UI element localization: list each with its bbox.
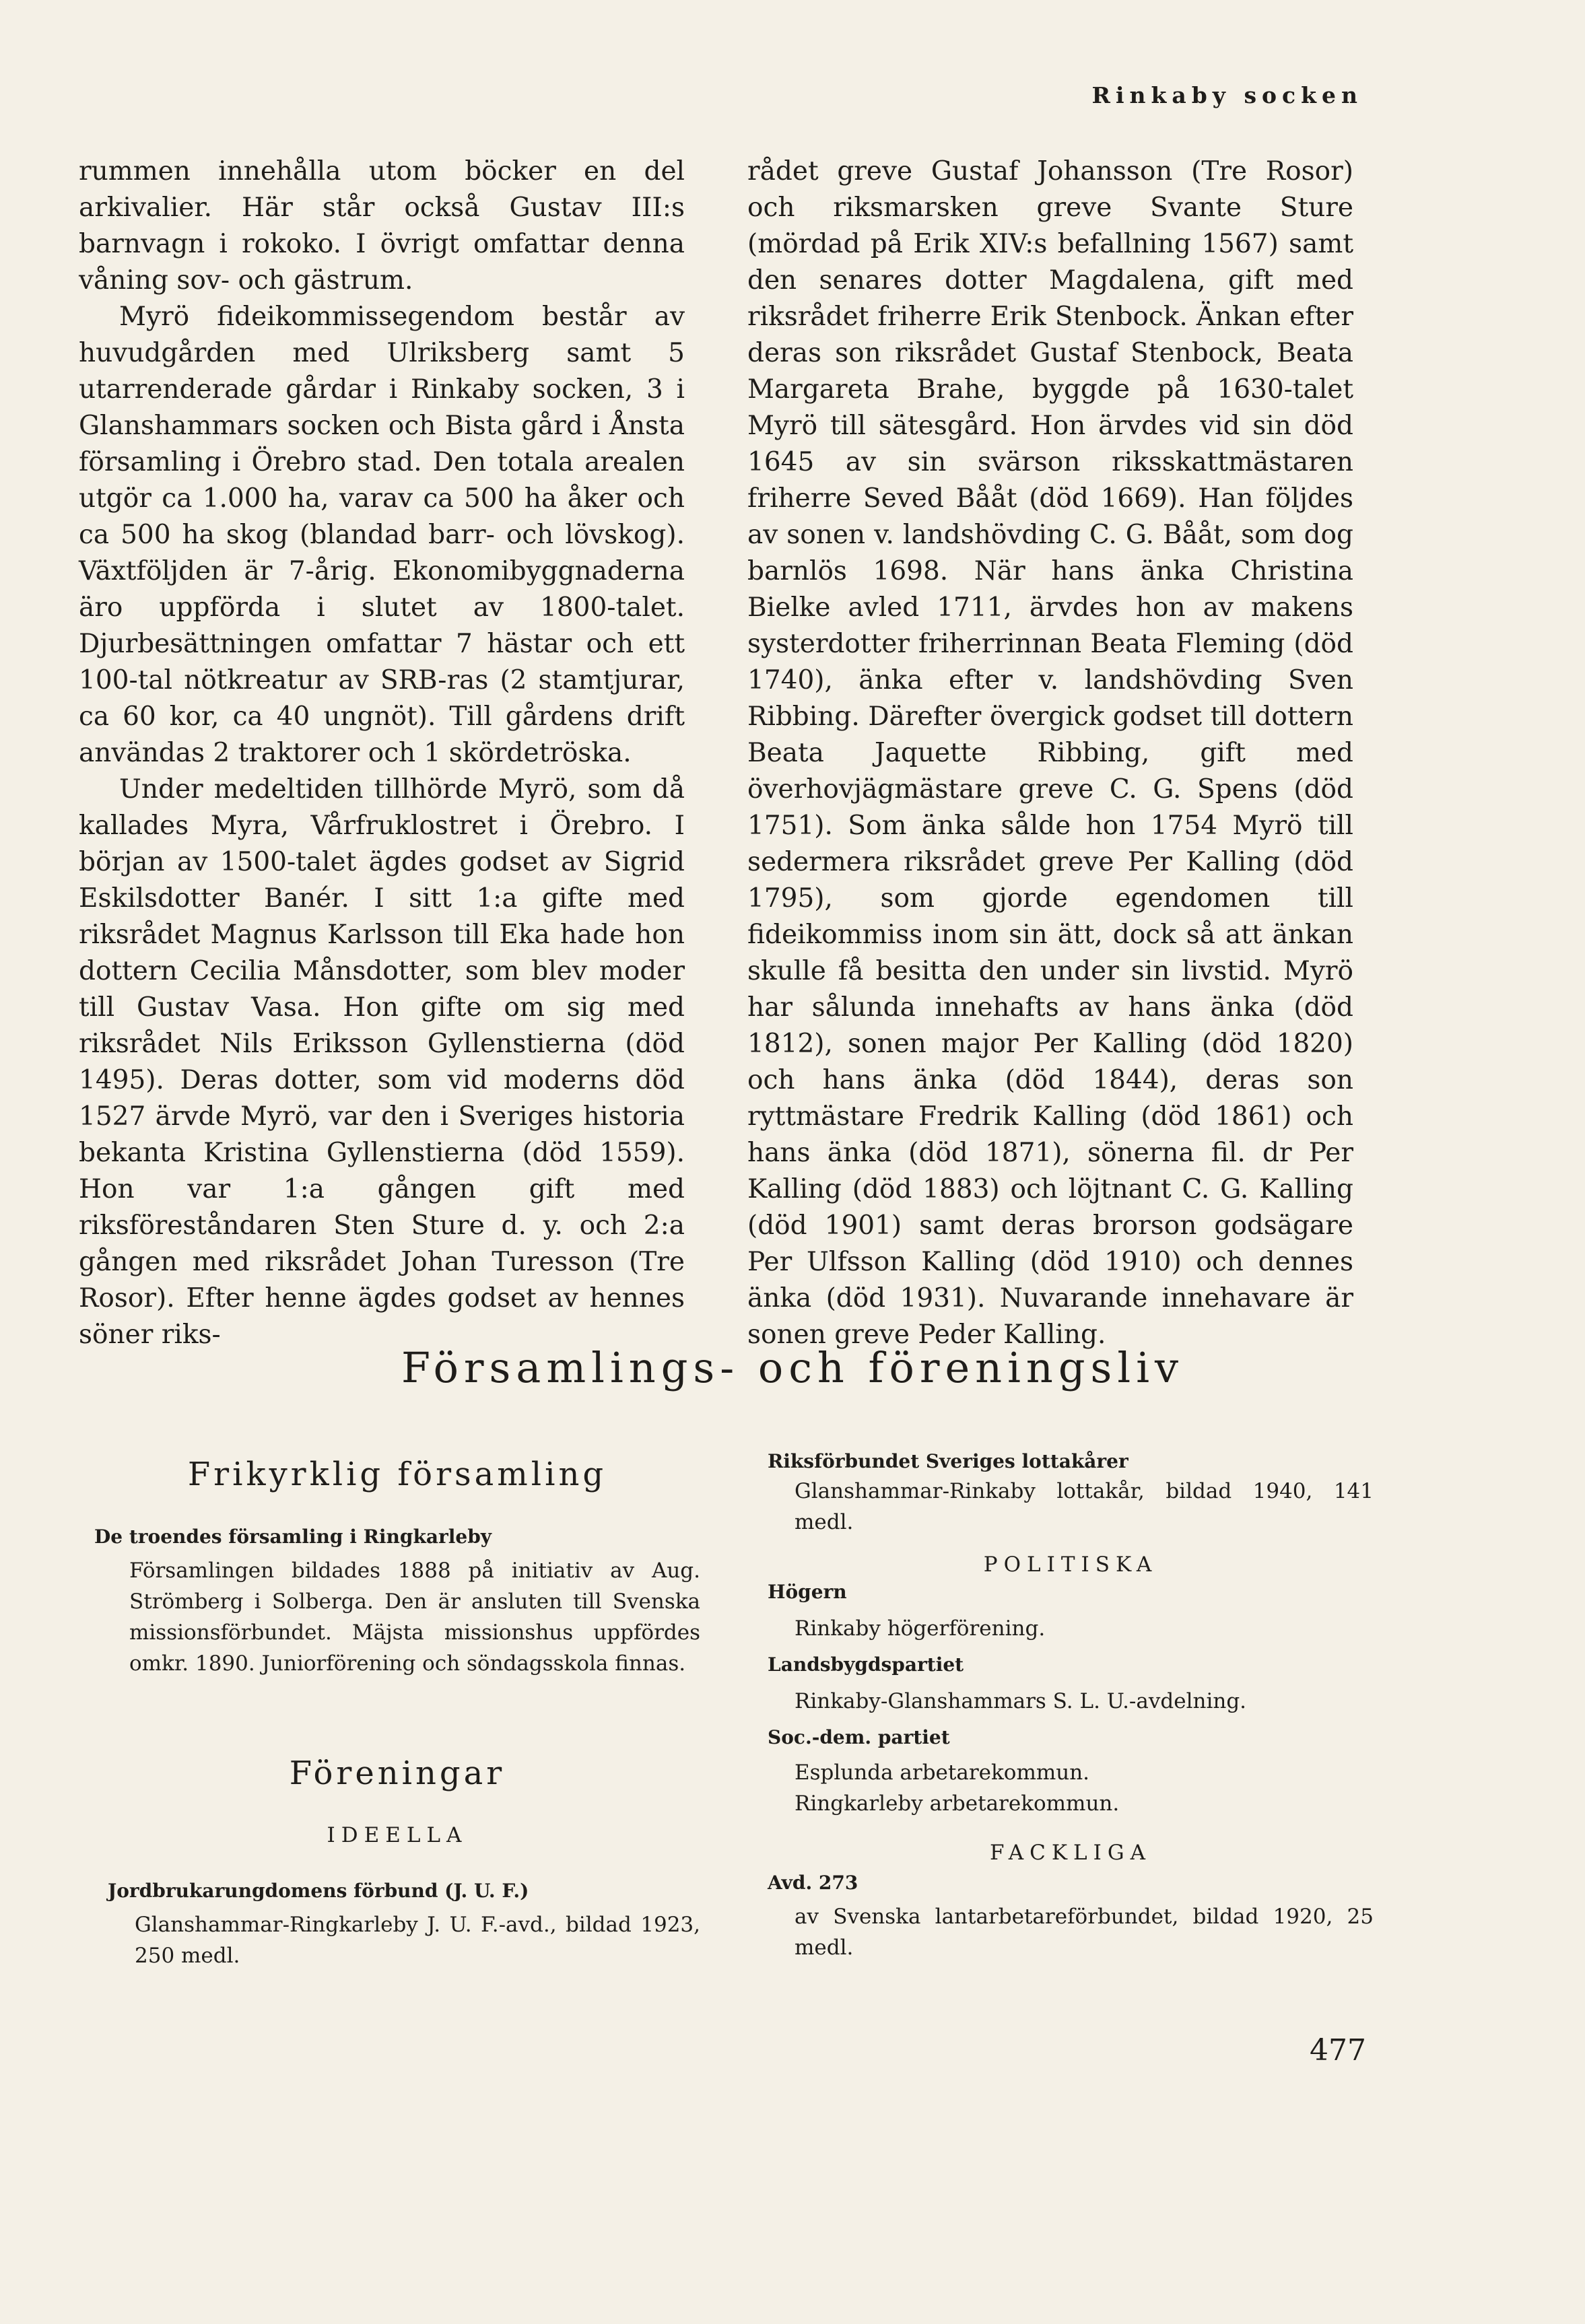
org-heading: De troendes församling i Ringkarleby (94, 1526, 492, 1548)
section-title: Församlings- och föreningsliv (401, 1343, 1184, 1392)
org-text: Ringkarleby arbetarekommun. (795, 1791, 1120, 1816)
foreningar-title: Föreningar (289, 1754, 506, 1792)
left-column (79, 153, 685, 1353)
category-label: IDEELLA (327, 1823, 468, 1847)
org-text: av Svenska lantarbetareförbundet, bildad 1920, 25 medl. (795, 1905, 1374, 1960)
paragraph: Myrö fideikommissegendom består av huvudgården med Ulriksberg samt 5 utarrenderade gårdar i Rinkaby socken, 3 i Glanshammars socken och Bista gård i Ånsta församling i Örebro stad. Den totala arealen utgör ca 1.000 ha, varav ca 500 ha åker och ca 500 ha skog (blandad barr- och lövskog). Växtföljden är 7-årig. Ekonomibyggnaderna äro uppförda i slutet av 1800-talet. Djurbesättningen omfattar 7 hästar och ett 100-tal nötkreatur av SRB-ras (2 stamtjurar, ca 60 kor, ca 40 ungnöt). Till gårdens drift användas 2 traktorer och 1 skördetröska. (79, 302, 685, 768)
page-number: 477 (1310, 2033, 1366, 2067)
lower-right-column (768, 1447, 1374, 1963)
org-heading: Riksförbundet Sveriges lottakårer (768, 1450, 1128, 1472)
right-column (747, 153, 1353, 1353)
category-label: FACKLIGA (989, 1841, 1152, 1865)
running-head: Rinkaby socken (1091, 82, 1363, 108)
paragraph: Under medeltiden tillhörde Myrö, som då kallades Myra, Vårfruklostret i Örebro. I början av 1500-talet ägdes godset av Sigrid Eskilsdotter Banér. I sitt 1:a gifte med riksrådet Magnus Karlsson till Eka hade hon dottern Cecilia Månsdotter, som blev moder till Gustav Vasa. Hon gifte om sig med riksrådet Nils Eriksson Gyllenstierna (död 1495). Deras dotter, som vid moderns död 1527 ärvde Myrö, var den i Sveriges historia bekanta Kristina Gyllenstierna (död 1559). Hon var 1:a gången gift med riksföreståndaren Sten Sture d. y. och 2:a gången med riksrådet Johan Turesson (Tre Rosor). Efter henne ägdes godset av hennes söner riks- (79, 774, 685, 1350)
org-text: Rinkaby högerförening. (795, 1616, 1046, 1641)
lower-left-column (94, 1447, 700, 1971)
paragraph: rådet greve Gustaf Johansson (Tre Rosor) och riksmarsken greve Svante Sture (mördad på Erik XIV:s befallning 1567) samt den senares dotter Magdalena, gift med riksrådet friherre Erik Stenbock. Änkan efter deras son riksrådet Gustaf Stenbock, Beata Margareta Brahe, byggde på 1630-talet Myrö till sätesgård. Hon ärvdes vid sin död 1645 av sin svärson riksskattmästaren friherre Seved Bååt (död 1669). Han följdes av sonen v. landshövding C. G. Bååt, som dog barnlös 1698. När hans änka Christina Bielke avled 1711, ärvdes hon av makens systerdotter friherrinnan Beata Fleming (död 1740), änka efter v. landshövding Sven Ribbing. Därefter övergick godset till dottern Beata Jaquette Ribbing, gift med överhovjägmästare greve C. G. Spens (död 1751). Som änka sålde hon 1754 Myrö till sedermera riksrådet greve Per Kalling (död 1795), som gjorde egendomen till fideikommiss inom sin ätt, dock så att änkan skulle få besitta den under sin livstid. Myrö har sålunda innehafts av hans änka (död 1812), sonen major Per Kalling (död 1820) och hans änka (död 1844), deras son ryttmästare Fredrik Kalling (död 1861) och hans änka (död 1871), sönerna fil. dr Per Kalling (död 1883) och löjtnant C. G. Kalling (död 1901) samt deras brorson godsägare Per Ulfsson Kalling (död 1910) och dennes änka (död 1931). Nuvarande innehavare är sonen greve Peder Kalling. (747, 156, 1353, 1350)
org-heading: Avd. 273 (768, 1872, 858, 1894)
org-text: Församlingen bildades 1888 på initiativ av Aug. Strömberg i Solberga. Den är ansluten till Svenska missionsförbundet. Mäjsta missionshus uppfördes omkr. 1890. Juniorförening och söndagsskola finnas. (129, 1559, 700, 1676)
org-heading: Högern (768, 1581, 847, 1603)
org-text: Rinkaby-Glanshammars S. L. U.-avdelning. (795, 1689, 1247, 1713)
org-heading: Landsbygdspartiet (768, 1653, 964, 1676)
org-text: Esplunda arbetarekommun. (795, 1761, 1090, 1785)
org-text: Glanshammar-Ringkarleby J. U. F.-avd., bildad 1923, 250 medl. (135, 1913, 700, 1968)
frikyrklig-title: Frikyrklig församling (187, 1456, 607, 1493)
org-heading: Jordbrukarungdomens förbund (J. U. F.) (108, 1880, 529, 1902)
org-text: Glanshammar-Rinkaby lottakår, bildad 1940, 141 medl. (795, 1479, 1374, 1534)
category-label: POLITISKA (983, 1552, 1158, 1577)
org-heading: Soc.-dem. partiet (768, 1726, 950, 1748)
paragraph: rummen innehålla utom böcker en del arkivalier. Här står också Gustav III:s barnvagn i rokoko. I övrigt omfattar denna våning sov- och gästrum. (79, 156, 685, 296)
